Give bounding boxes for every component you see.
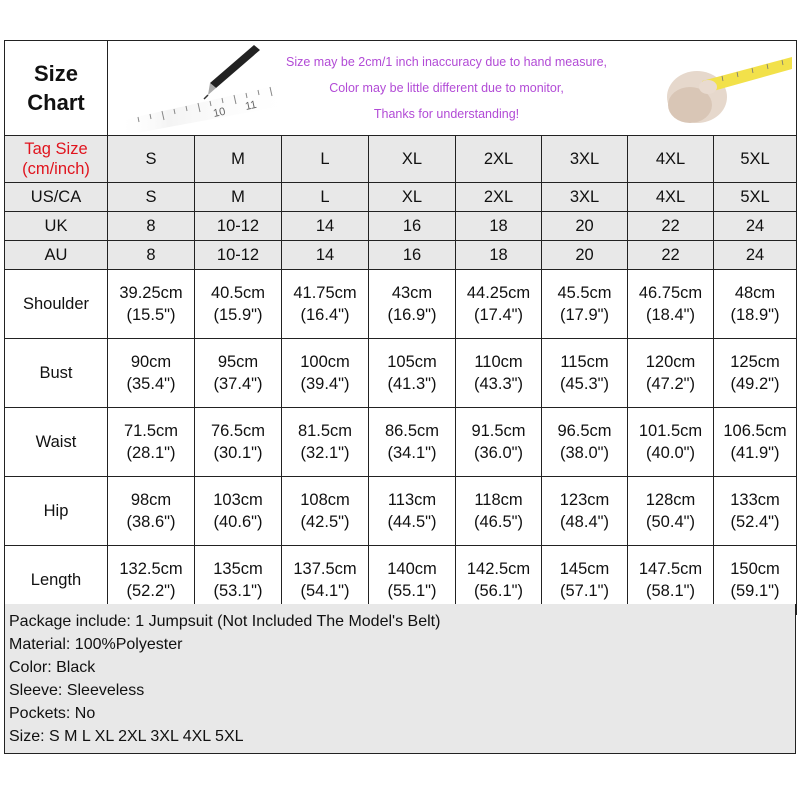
inch-value: (15.9") (213, 306, 263, 324)
cm-value: 142.5cm (466, 560, 531, 578)
table-cell: XL (369, 183, 456, 212)
note-line-1: Size may be 2cm/1 inch inaccuracy due to hand measure, (286, 55, 608, 69)
table-cell: 22 (628, 212, 714, 241)
tag-size-label-line-1: Tag Size (24, 140, 88, 158)
inch-value: (32.1") (300, 444, 350, 462)
notice-text (286, 49, 607, 127)
table-cell (369, 270, 456, 339)
cm-value: 91.5cm (471, 422, 526, 440)
cm-value: 90cm (130, 353, 172, 371)
inch-value: (16.9") (387, 306, 437, 324)
table-cell (456, 339, 542, 408)
row-label: Length (5, 546, 108, 615)
details-pockets: Pockets: No (9, 705, 96, 722)
note-line-3: Thanks for understanding! (373, 107, 520, 121)
tag-size-cell: 2XL (456, 136, 542, 183)
cm-value: 137.5cm (293, 560, 357, 578)
table-cell (628, 408, 714, 477)
inch-value: (56.1") (474, 582, 523, 600)
tag-size-label (5, 136, 108, 183)
inch-value: (38.6") (126, 513, 176, 531)
cm-value: 71.5cm (123, 422, 179, 440)
cm-value: 101.5cm (638, 422, 703, 440)
table-cell (628, 339, 714, 408)
table-cell: 2XL (456, 183, 542, 212)
cm-value: 46.75cm (638, 284, 703, 302)
cm-value: 145cm (559, 560, 610, 578)
table-cell (282, 270, 369, 339)
svg-text:11: 11 (244, 98, 258, 113)
table-cell (282, 339, 369, 408)
row-label: Waist (5, 408, 108, 477)
table-cell: 16 (369, 241, 456, 270)
cm-value: 105cm (387, 353, 437, 371)
cm-value: 135cm (213, 560, 263, 578)
table-cell (456, 270, 542, 339)
inch-value: (44.5") (387, 513, 437, 531)
inch-value: (40.0") (646, 444, 695, 462)
row-label: UK (5, 212, 108, 241)
cm-value: 48cm (734, 284, 776, 302)
tag-size-cell: 3XL (542, 136, 628, 183)
inch-value: (34.1") (387, 444, 437, 462)
inch-value: (52.2") (126, 582, 176, 600)
table-cell (542, 408, 628, 477)
table-cell: 24 (714, 212, 797, 241)
title-line-2: Chart (27, 90, 85, 115)
table-cell (282, 477, 369, 546)
inch-value: (30.1") (213, 444, 263, 462)
table-cell (195, 408, 282, 477)
measurement-row-hip (5, 477, 797, 546)
inch-value: (49.2") (730, 375, 780, 393)
inch-value: (45.3") (560, 375, 609, 393)
inch-value: (50.4") (646, 513, 695, 531)
inch-value: (18.4") (646, 306, 695, 324)
inch-value: (52.4") (730, 513, 780, 531)
inch-value: (58.1") (646, 582, 695, 600)
cm-value: 147.5cm (638, 560, 703, 578)
table-cell (456, 408, 542, 477)
title-line-1: Size (33, 61, 79, 86)
table-cell: 18 (456, 241, 542, 270)
table-cell (195, 270, 282, 339)
table-cell (714, 408, 797, 477)
table-cell: 20 (542, 241, 628, 270)
table-cell (195, 477, 282, 546)
measuring-tape-hand-icon (642, 49, 792, 129)
table-cell: 8 (108, 241, 195, 270)
table-cell (542, 270, 628, 339)
tag-size-label-line-2: (cm/inch) (22, 160, 90, 178)
cm-value: 41.75cm (293, 284, 357, 302)
cm-value: 39.25cm (119, 284, 183, 302)
inch-value: (17.4") (474, 306, 523, 324)
inch-value: (47.2") (646, 375, 695, 393)
note-line-2: Color may be little different due to monitor, (329, 81, 564, 95)
tag-size-row (5, 136, 797, 183)
table-cell (542, 477, 628, 546)
cm-value: 45.5cm (557, 284, 612, 302)
notice-banner (108, 41, 797, 136)
inch-value: (59.1") (730, 582, 780, 600)
inch-value: (41.3") (387, 375, 437, 393)
table-cell (542, 339, 628, 408)
cm-value: 98cm (130, 491, 172, 509)
inch-value: (42.5") (300, 513, 350, 531)
size-row-us-ca (5, 183, 797, 212)
cm-value: 106.5cm (723, 422, 787, 440)
inch-value: (28.1") (126, 444, 176, 462)
inch-value: (55.1") (387, 582, 437, 600)
cm-value: 125cm (730, 353, 780, 371)
tag-size-cell: XL (369, 136, 456, 183)
table-cell: 5XL (714, 183, 797, 212)
table-cell (628, 477, 714, 546)
tag-size-cell: 5XL (714, 136, 797, 183)
cm-value: 96.5cm (557, 422, 612, 440)
cm-value: 123cm (559, 491, 610, 509)
table-cell (628, 270, 714, 339)
table-cell (369, 477, 456, 546)
cm-value: 95cm (217, 353, 259, 371)
inch-value: (37.4") (213, 375, 263, 393)
svg-text:10: 10 (212, 105, 227, 120)
details-sizes: Size: S M L XL 2XL 3XL 4XL 5XL (9, 728, 244, 745)
table-cell: 22 (628, 241, 714, 270)
cm-value: 44.25cm (466, 284, 531, 302)
measurement-row-bust (5, 339, 797, 408)
size-row-au (5, 241, 797, 270)
inch-value: (41.9") (730, 444, 780, 462)
row-label: Bust (5, 339, 108, 408)
size-row-uk (5, 212, 797, 241)
table-cell (108, 408, 195, 477)
table-cell (369, 339, 456, 408)
table-cell (714, 339, 797, 408)
table-cell: 14 (282, 212, 369, 241)
cm-value: 120cm (645, 353, 696, 371)
chart-title (5, 41, 108, 136)
tag-size-cell: L (282, 136, 369, 183)
table-cell: S (108, 183, 195, 212)
cm-value: 76.5cm (210, 422, 266, 440)
cm-value: 100cm (300, 353, 350, 371)
inch-value: (39.4") (300, 375, 350, 393)
table-cell (714, 477, 797, 546)
tag-size-cell: 4XL (628, 136, 714, 183)
product-details (4, 604, 796, 754)
table-cell: 4XL (628, 183, 714, 212)
cm-value: 108cm (300, 491, 350, 509)
inch-value: (18.9") (730, 306, 780, 324)
details-color: Color: Black (9, 659, 96, 676)
cm-value: 150cm (730, 560, 780, 578)
tag-size-cell: M (195, 136, 282, 183)
table-cell: 24 (714, 241, 797, 270)
tag-size-cell: S (108, 136, 195, 183)
inch-value: (48.4") (560, 513, 609, 531)
cm-value: 86.5cm (384, 422, 440, 440)
inch-value: (53.1") (213, 582, 263, 600)
inch-value: (38.0") (560, 444, 609, 462)
inch-value: (43.3") (474, 375, 523, 393)
cm-value: 118cm (474, 491, 523, 509)
cm-value: 81.5cm (297, 422, 353, 440)
table-cell (714, 270, 797, 339)
table-cell: 20 (542, 212, 628, 241)
measurement-row-shoulder (5, 270, 797, 339)
row-label: Hip (5, 477, 108, 546)
size-chart-table (4, 40, 797, 615)
row-label: Shoulder (5, 270, 108, 339)
table-cell: 10-12 (195, 241, 282, 270)
row-label: US/CA (5, 183, 108, 212)
cm-value: 128cm (645, 491, 696, 509)
inch-value: (40.6") (213, 513, 263, 531)
inch-value: (46.5") (474, 513, 523, 531)
table-cell: 10-12 (195, 212, 282, 241)
details-package: Package include: 1 Jumpsuit (Not Included The Model's Belt) (9, 613, 441, 630)
cm-value: 140cm (387, 560, 437, 578)
row-label: AU (5, 241, 108, 270)
cm-value: 113cm (387, 491, 437, 509)
table-cell: 3XL (542, 183, 628, 212)
table-cell: 16 (369, 212, 456, 241)
table-cell (108, 339, 195, 408)
table-cell: 14 (282, 241, 369, 270)
table-cell (108, 477, 195, 546)
inch-value: (54.1") (300, 582, 350, 600)
table-cell (108, 270, 195, 339)
table-cell: M (195, 183, 282, 212)
measurement-row-waist (5, 408, 797, 477)
table-cell (282, 408, 369, 477)
inch-value: (16.4") (300, 306, 350, 324)
cm-value: 43cm (391, 284, 433, 302)
cm-value: 115cm (560, 353, 609, 371)
table-cell: 8 (108, 212, 195, 241)
table-cell: L (282, 183, 369, 212)
cm-value: 103cm (213, 491, 263, 509)
table-cell (456, 477, 542, 546)
table-cell: 18 (456, 212, 542, 241)
details-sleeve: Sleeve: Sleeveless (9, 682, 145, 699)
table-cell (195, 339, 282, 408)
inch-value: (36.0") (474, 444, 523, 462)
cm-value: 110cm (474, 353, 523, 371)
inch-value: (57.1") (560, 582, 609, 600)
inch-value: (35.4") (126, 375, 176, 393)
details-material: Material: 100%Polyester (9, 636, 183, 653)
ruler-pencil-icon (118, 43, 288, 133)
cm-value: 40.5cm (210, 284, 266, 302)
table-cell (369, 408, 456, 477)
cm-value: 133cm (730, 491, 780, 509)
inch-value: (15.5") (126, 306, 176, 324)
cm-value: 132.5cm (119, 560, 183, 578)
inch-value: (17.9") (560, 306, 609, 324)
